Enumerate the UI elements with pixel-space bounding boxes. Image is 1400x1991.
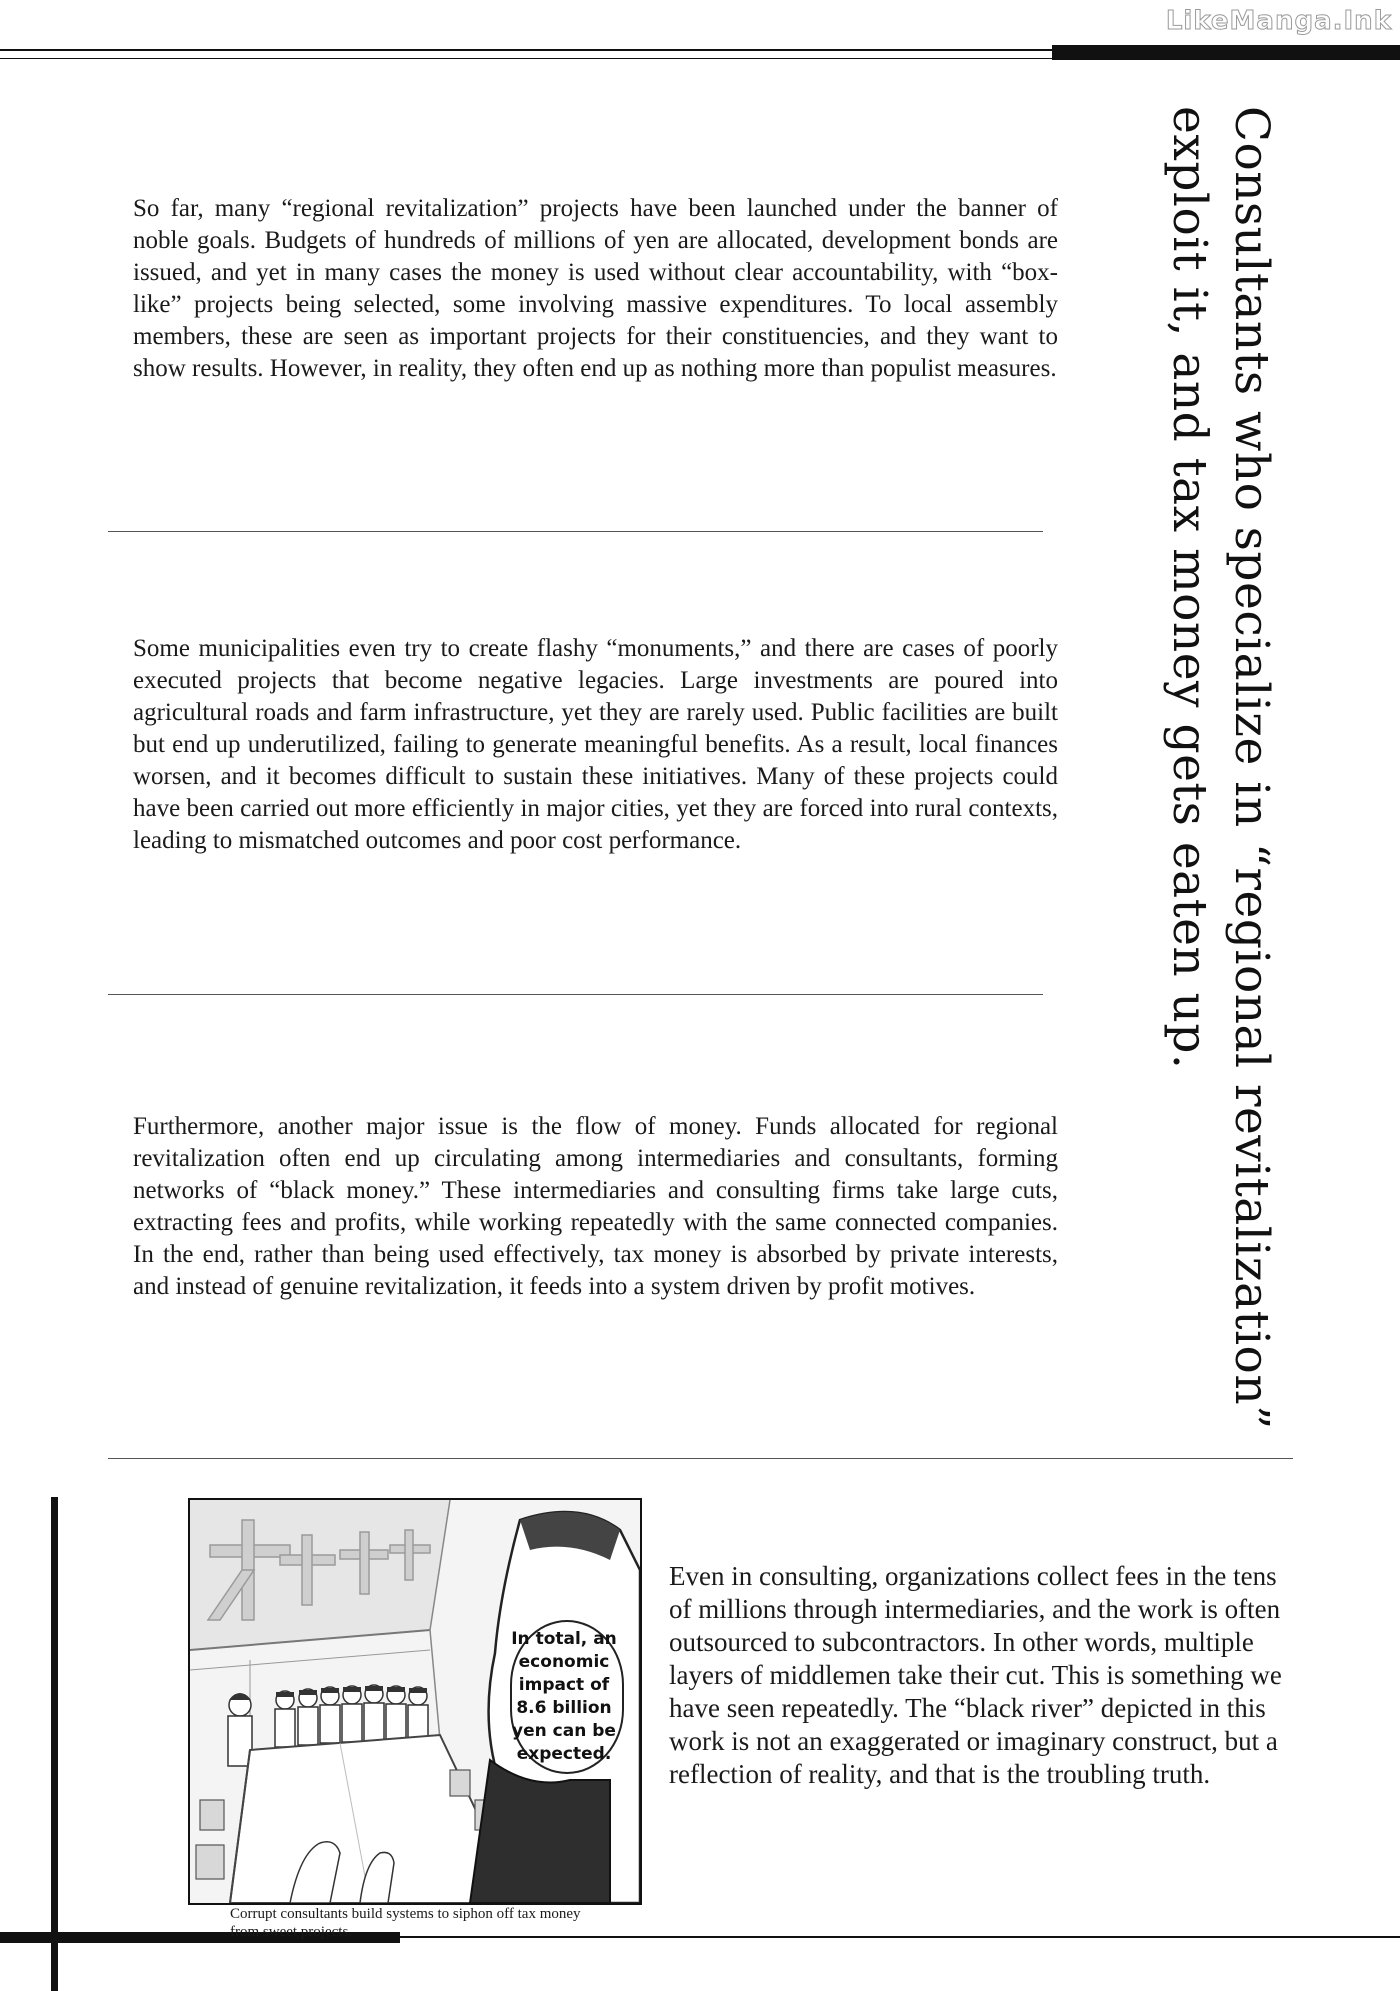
divider	[108, 1458, 1293, 1459]
top-rule-thin-lower	[0, 58, 1052, 59]
watermark: LikeManga.Ink	[1165, 6, 1392, 36]
vertical-title: Consultants who specialize in “regional revitalization” exploit it, and tax money gets eaten up.	[1162, 106, 1279, 1430]
speech-bubble-text: In total, an economic impact of 8.6 billion yen can be expected.	[511, 1629, 617, 1764]
divider	[108, 531, 1043, 532]
paragraph-2: Some municipalities even try to create flashy “monuments,” and there are cases of poorly executed projects that become negative legacies. Large investments are poured into agricultural roads and farm infrastructure, yet they are rarely used. Public facilities are built but end up underutilized, failing to generate meaningful benefits. As a result, local finances worsen, and it becomes difficult to sustain these initiatives. Many of these projects could have been carried out more efficiently in major cities, yet they are forced into rural contexts, leading to mismatched outcomes and poor cost performance.	[133, 635, 1058, 854]
top-rule-thin	[0, 49, 1052, 51]
paragraph-1: So far, many “regional revitalization” projects have been launched under the banner of noble goals. Budgets of hundreds of millions of yen are allocated, development bonds are issued, and yet in many cases the money is used without clear accountability, with “box-like” projects being selected, some involving massive expenditures. To local assembly members, these are seen as important projects for their constituencies, and they want to show results. However, in reality, they often end up as nothing more than populist measures.	[133, 195, 1058, 382]
side-paragraph: Even in consulting, organizations collect fees in the tens of millions through intermediaries, and the work is often outsourced to subcontractors. In other words, multiple layers of middlemen take their cut. This is something we have seen repeatedly. The “black river” depicted in this work is not an exaggerated or imaginary construct, but a reflection of reality, and that is the troubling truth.	[669, 1561, 1282, 1789]
left-vertical-rule	[51, 1497, 58, 1991]
divider	[108, 994, 1043, 995]
paragraph-3: Furthermore, another major issue is the flow of money. Funds allocated for regional revitalization often end up circulating among intermediaries and consultants, forming networks of “black money.” These intermediaries and consulting firms take large cuts, extracting fees and profits, while working repeatedly with the same connected companies. In the end, rather than being used effectively, tax money is absorbed by private interests, and instead of genuine revitalization, it feeds into a system driven by profit motives.	[133, 1113, 1058, 1300]
panel-caption: Corrupt consultants build systems to siphon off tax money from sweet projects.	[230, 1906, 581, 1940]
top-rule-thick	[1052, 45, 1400, 60]
